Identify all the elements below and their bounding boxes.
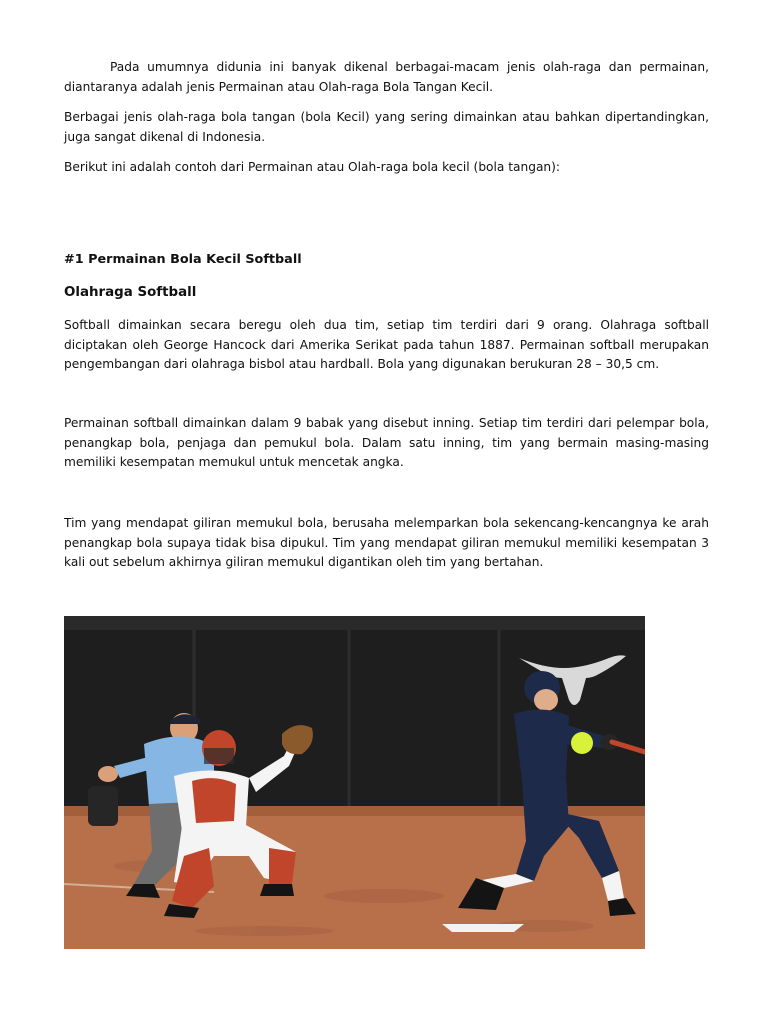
section-heading: #1 Permainan Bola Kecil Softball bbox=[64, 252, 302, 267]
second-paragraph: Berbagai jenis olah-raga bola tangan (bola Kecil) yang sering dimainkan atau bahkan dipertandingkan, juga sangat dikenal di Indonesia. bbox=[64, 110, 709, 144]
third-paragraph: Berikut ini adalah contoh dari Permainan atau Olah-raga bola kecil (bola tangan): bbox=[64, 160, 560, 174]
intro-paragraph: Pada umumnya didunia ini banyak dikenal berbagai-macam jenis olah-raga dan permainan, diantaranya adalah jenis Permainan atau Olah-raga Bola Tangan Kecil. bbox=[64, 60, 709, 94]
body-paragraph-1: Softball dimainkan secara beregu oleh dua tim, setiap tim terdiri dari 9 orang. Olahraga softball diciptakan oleh George Hancock dari Amerika Serikat pada tahun 1887. Permainan softball merupakan pengembangan dari olahraga bisbol atau hardball. Bola yang digunakan berukuran 28 – 30,5 cm. bbox=[64, 318, 709, 371]
body-paragraph-2: Permainan softball dimainkan dalam 9 babak yang disebut inning. Setiap tim terdiri dari pelempar bola, penangkap bola, penjaga dan pemukul bola. Dalam satu inning, tim yang bermain masing-masing memiliki kesempatan memukul untuk mencetak angka. bbox=[64, 416, 709, 469]
softball-ball bbox=[571, 732, 593, 754]
section-subheading: Olahraga Softball bbox=[64, 285, 197, 300]
body-paragraph-3: Tim yang mendapat giliran memukul bola, berusaha melemparkan bola sekencang-kencangnya ke arah penangkap bola supaya tidak bisa dipukul. Tim yang mendapat giliran memukul memiliki kesempatan 3 kali out sebelum akhirnya giliran memukul digantikan oleh tim yang bertahan. bbox=[64, 516, 709, 569]
softball-photo bbox=[64, 616, 645, 949]
